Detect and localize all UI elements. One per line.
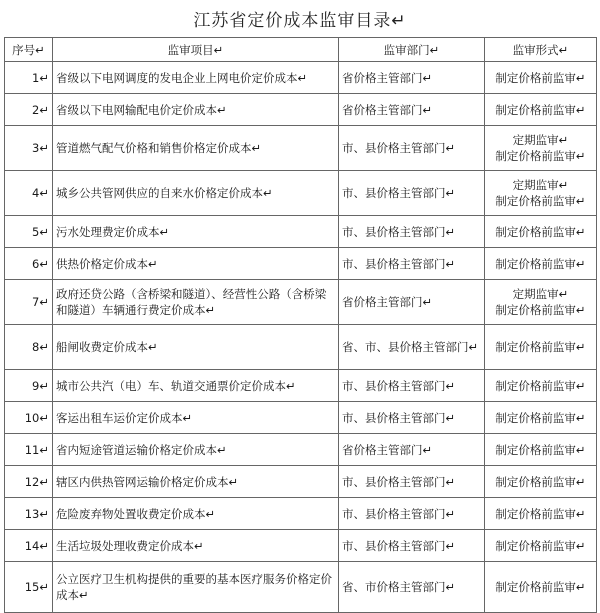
row-number: 12↵	[5, 466, 53, 498]
review-form-line: 制定价格前监审↵	[495, 194, 586, 208]
review-department: 市、县价格主管部门↵	[339, 466, 485, 498]
review-department: 市、县价格主管部门↵	[339, 530, 485, 562]
row-number: 8↵	[5, 325, 53, 370]
review-form-line: 制定价格前监审↵	[495, 224, 586, 239]
review-department: 市、县价格主管部门↵	[339, 126, 485, 171]
row-number: 6↵	[5, 248, 53, 280]
review-form-line: 制定价格前监审↵	[495, 70, 586, 85]
review-form-line: 制定价格前监审↵	[495, 506, 586, 521]
row-number: 2↵	[5, 94, 53, 126]
review-form-line: 制定价格前监审↵	[495, 378, 586, 393]
table-row	[5, 94, 597, 126]
review-form-line: 制定价格前监审↵	[495, 474, 586, 489]
table-row	[5, 530, 597, 562]
review-form-line: 定期监审↵	[512, 133, 569, 147]
table-row	[5, 280, 597, 325]
review-form	[485, 498, 597, 530]
review-form-line: 定期监审↵	[512, 178, 569, 192]
review-item: 城乡公共管网供应的自来水价格定价成本↵	[53, 171, 339, 216]
table-row	[5, 216, 597, 248]
row-number: 14↵	[5, 530, 53, 562]
review-department: 市、县价格主管部门↵	[339, 171, 485, 216]
header-no: 序号↵	[5, 38, 53, 62]
review-item: 客运出租车运价定价成本↵	[53, 402, 339, 434]
table-row	[5, 370, 597, 402]
review-department: 省、市价格主管部门↵	[339, 562, 485, 613]
review-form	[485, 126, 597, 171]
table-row	[5, 248, 597, 280]
review-item: 省级以下电网输配电价定价成本↵	[53, 94, 339, 126]
header-dept: 监审部门↵	[339, 38, 485, 62]
table-row	[5, 325, 597, 370]
review-department: 省、市、县价格主管部门↵	[339, 325, 485, 370]
review-form-line: 制定价格前监审↵	[495, 303, 586, 317]
review-form	[485, 280, 597, 325]
review-item: 管道燃气配气价格和销售价格定价成本↵	[53, 126, 339, 171]
review-department: 省价格主管部门↵	[339, 280, 485, 325]
row-number: 10↵	[5, 402, 53, 434]
table-header-row	[5, 38, 597, 62]
document-title: 江苏省定价成本监审目录↵	[193, 11, 407, 31]
review-item: 城市公共汽（电）车、轨道交通票价定价成本↵	[53, 370, 339, 402]
review-department: 市、县价格主管部门↵	[339, 498, 485, 530]
review-form	[485, 434, 597, 466]
review-department: 省价格主管部门↵	[339, 62, 485, 94]
table-row	[5, 434, 597, 466]
row-number: 4↵	[5, 171, 53, 216]
review-item: 供热价格定价成本↵	[53, 248, 339, 280]
review-item: 辖区内供热管网运输价格定价成本↵	[53, 466, 339, 498]
review-department: 市、县价格主管部门↵	[339, 370, 485, 402]
review-item: 公立医疗卫生机构提供的重要的基本医疗服务价格定价成本↵	[53, 562, 339, 613]
review-item: 船闸收费定价成本↵	[53, 325, 339, 370]
review-form-line: 制定价格前监审↵	[495, 256, 586, 271]
review-department: 市、县价格主管部门↵	[339, 248, 485, 280]
review-form	[485, 562, 597, 613]
row-number: 5↵	[5, 216, 53, 248]
review-item: 政府还贷公路（含桥梁和隧道）、经营性公路（含桥梁和隧道）车辆通行费定价成本↵	[53, 280, 339, 325]
header-item: 监审项目↵	[53, 38, 339, 62]
review-form-line: 制定价格前监审↵	[495, 340, 586, 354]
table-row	[5, 402, 597, 434]
row-number: 11↵	[5, 434, 53, 466]
review-form	[485, 325, 597, 370]
header-form: 监审形式↵	[485, 38, 597, 62]
review-form-line: 定期监审↵	[512, 287, 569, 301]
review-department: 市、县价格主管部门↵	[339, 216, 485, 248]
review-form	[485, 216, 597, 248]
review-form	[485, 466, 597, 498]
review-form	[485, 94, 597, 126]
review-form	[485, 530, 597, 562]
row-number: 7↵	[5, 280, 53, 325]
table-row	[5, 126, 597, 171]
review-form	[485, 402, 597, 434]
review-form	[485, 370, 597, 402]
review-department: 省价格主管部门↵	[339, 94, 485, 126]
review-item: 生活垃圾处理收费定价成本↵	[53, 530, 339, 562]
table-row	[5, 562, 597, 613]
table-row	[5, 466, 597, 498]
review-item: 省内短途管道运输价格定价成本↵	[53, 434, 339, 466]
review-item: 危险废弃物处置收费定价成本↵	[53, 498, 339, 530]
row-number: 15↵	[5, 562, 53, 613]
review-form-line: 制定价格前监审↵	[495, 149, 586, 163]
review-department: 省价格主管部门↵	[339, 434, 485, 466]
review-form	[485, 171, 597, 216]
row-number: 1↵	[5, 62, 53, 94]
review-department: 市、县价格主管部门↵	[339, 402, 485, 434]
review-item: 省级以下电网调度的发电企业上网电价定价成本↵	[53, 62, 339, 94]
review-form-line: 制定价格前监审↵	[495, 538, 586, 553]
review-form-line: 制定价格前监审↵	[495, 442, 586, 457]
table-row	[5, 171, 597, 216]
row-number: 3↵	[5, 126, 53, 171]
review-form	[485, 248, 597, 280]
review-form-line: 制定价格前监审↵	[495, 580, 586, 594]
review-form-line: 制定价格前监审↵	[495, 410, 586, 425]
review-form	[485, 62, 597, 94]
review-item: 污水处理费定价成本↵	[53, 216, 339, 248]
row-number: 9↵	[5, 370, 53, 402]
table-body	[5, 62, 597, 613]
row-number: 13↵	[5, 498, 53, 530]
table-row	[5, 498, 597, 530]
review-form-line: 制定价格前监审↵	[495, 102, 586, 117]
cost-review-catalog-table	[4, 37, 597, 613]
table-row	[5, 62, 597, 94]
